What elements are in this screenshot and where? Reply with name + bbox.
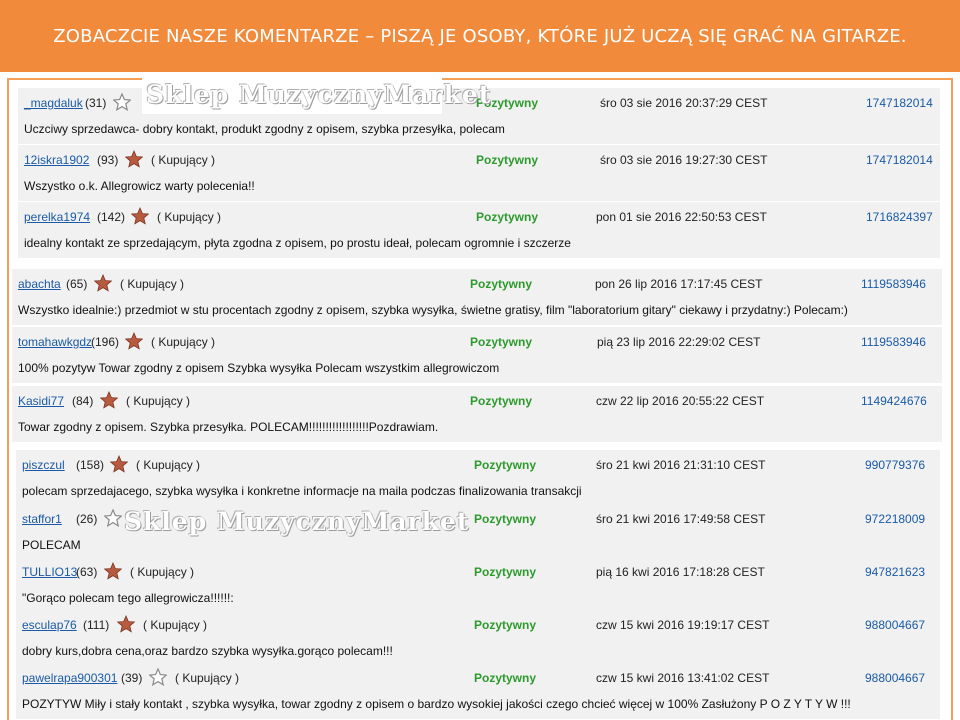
rating-status: Pozytywny	[470, 394, 533, 408]
comment-text: dobry kurs,dobra cena,oraz bardzo szybka wysyłka.gorąco polecam!!!	[22, 644, 393, 658]
user-nick-link[interactable]: pawelrapa900301	[22, 671, 118, 685]
transaction-id-link[interactable]: 1716824397	[866, 210, 933, 224]
rating-status: Pozytywny	[474, 618, 537, 632]
comment-row	[12, 386, 942, 442]
buyer-role-label: ( Kupujący )	[151, 335, 216, 349]
rating-count: (93)	[97, 153, 119, 167]
star-outline-icon	[113, 93, 131, 111]
user-nick-link[interactable]: abachta	[18, 277, 61, 291]
user-nick-link[interactable]: TULLIO13	[22, 565, 78, 579]
buyer-role-label: ( Kupujący )	[120, 277, 185, 291]
rating-count: (196)	[91, 335, 120, 349]
comment-row	[18, 145, 940, 201]
comment-text: Uczciwy sprzedawca- dobry kontakt, produkt zgodny z opisem, szybka przesyłka, polecam	[24, 122, 505, 136]
comment-text: POLECAM	[22, 538, 81, 552]
star-filled-icon	[117, 615, 135, 633]
rating-count: (111)	[83, 618, 110, 632]
comment-date: śro 03 sie 2016 19:27:30 CEST	[600, 153, 768, 167]
comment-date: pon 26 lip 2016 17:17:45 CEST	[595, 277, 763, 291]
comment-date: pią 23 lip 2016 22:29:02 CEST	[597, 335, 761, 349]
rating-count: (142)	[97, 210, 126, 224]
user-nick-link[interactable]: perelka1974	[24, 210, 91, 224]
transaction-id-link[interactable]: 947821623	[865, 565, 926, 579]
user-nick-link[interactable]: tomahawkgdz	[18, 335, 93, 349]
star-filled-icon	[131, 207, 149, 225]
rating-status: Pozytywny	[476, 210, 539, 224]
user-nick-link[interactable]: _magdaluk	[24, 96, 83, 110]
transaction-id-link[interactable]: 1747182014	[866, 153, 933, 167]
comment-row	[12, 269, 942, 325]
rating-status: Pozytywny	[476, 153, 539, 167]
rating-count: (63)	[76, 565, 98, 579]
comment-row	[12, 327, 942, 383]
buyer-role-label: ( Kupujący )	[151, 153, 216, 167]
buyer-role-label: ( Kupujący )	[157, 210, 222, 224]
transaction-id-link[interactable]: 1747182014	[866, 96, 933, 110]
star-filled-icon	[125, 332, 143, 350]
transaction-id-link[interactable]: 1119583946	[861, 277, 926, 291]
watermark-logo: Sklep MuzycznyMarket	[124, 507, 470, 536]
rating-count: (84)	[72, 394, 94, 408]
banner-title: ZOBACZCIE NASZE KOMENTARZE – PISZĄ JE OSOBY, KTÓRE JUŻ UCZĄ SIĘ GRAĆ NA GITARZE.	[53, 25, 907, 47]
rating-status: Pozytywny	[470, 277, 533, 291]
comment-text: Towar zgodny z opisem. Szybka przesyłka. POLECAM!!!!!!!!!!!!!!!!!!Pozdrawiam.	[18, 420, 439, 434]
comment-text: 100% pozytyw Towar zgodny z opisem Szybka wysyłka Polecam wszystkim allegrowiczom	[18, 361, 500, 375]
transaction-id-link[interactable]: 988004667	[865, 671, 926, 685]
comment-text: Wszystko idealnie:) przedmiot w stu procentach zgodny z opisem, szybka wysyłka, świetne gratisy, film "laboratorium gitary" ciekawy i przydatny:) Polecam:)	[18, 303, 848, 317]
comment-row	[18, 202, 940, 258]
comment-date: pon 01 sie 2016 22:50:53 CEST	[596, 210, 767, 224]
star-filled-icon	[104, 562, 122, 580]
user-nick-link[interactable]: piszczul	[22, 458, 65, 472]
buyer-role-label: ( Kupujący )	[143, 618, 208, 632]
transaction-id-link[interactable]: 990779376	[865, 458, 926, 472]
comment-row	[16, 610, 940, 666]
transaction-id-link[interactable]: 1119583946	[861, 335, 926, 349]
header-banner	[0, 0, 960, 72]
star-outline-icon	[149, 668, 167, 686]
comment-date: czw 22 lip 2016 20:55:22 CEST	[596, 394, 765, 408]
comment-text: "Gorąco polecam tego allegrowicza!!!!!!:	[22, 591, 234, 605]
comment-date: czw 15 kwi 2016 19:19:17 CEST	[596, 618, 770, 632]
comment-date: śro 03 sie 2016 20:37:29 CEST	[600, 96, 768, 110]
comment-row	[16, 557, 940, 613]
star-outline-icon	[104, 509, 122, 527]
rating-count: (65)	[66, 277, 88, 291]
star-filled-icon	[100, 391, 118, 409]
transaction-id-link[interactable]: 1149424676	[861, 394, 927, 408]
rating-count: (158)	[76, 458, 105, 472]
comment-date: czw 15 kwi 2016 13:41:02 CEST	[596, 671, 770, 685]
comment-date: śro 21 kwi 2016 21:31:10 CEST	[596, 458, 766, 472]
rating-status: Pozytywny	[474, 458, 537, 472]
user-nick-link[interactable]: staffor1	[22, 512, 62, 526]
buyer-role-label: ( Kupujący )	[126, 394, 191, 408]
rating-status: Pozytywny	[470, 335, 533, 349]
user-nick-link[interactable]: esculap76	[22, 618, 77, 632]
rating-status: Pozytywny	[476, 96, 539, 110]
comment-text: polecam sprzedajacego, szybka wysyłka i konkretne informacje na maila podczas finalizowania transakcji	[22, 484, 582, 498]
rating-count: (31)	[85, 96, 107, 110]
comment-text: POZYTYW Miły i stały kontakt , szybka wysyłka, towar zgodny z opisem o bardzo wysokiej jakości czego chcieć więcej w 100% Zasłużony P O Z Y T Y W !!!	[22, 697, 851, 711]
comment-text: idealny kontakt ze sprzedającym, płyta zgodna z opisem, po prostu ideał, polecam ogromnie i szczerze	[24, 236, 571, 250]
buyer-role-label: ( Kupujący )	[130, 565, 195, 579]
star-filled-icon	[110, 455, 128, 473]
comment-text: Wszystko o.k. Allegrowicz warty polecenia!!	[24, 179, 255, 193]
rating-count: (26)	[76, 512, 98, 526]
comment-row	[16, 663, 940, 719]
transaction-id-link[interactable]: 972218009	[865, 512, 926, 526]
user-nick-link[interactable]: 12iskra1902	[24, 153, 90, 167]
watermark-logo: Sklep MuzycznyMarket	[146, 80, 492, 109]
rating-count: (39)	[121, 671, 143, 685]
rating-status: Pozytywny	[474, 671, 537, 685]
buyer-role-label: ( Kupujący )	[136, 458, 201, 472]
user-nick-link[interactable]: Kasidi77	[18, 394, 65, 408]
rating-status: Pozytywny	[474, 565, 537, 579]
comment-date: śro 21 kwi 2016 17:49:58 CEST	[596, 512, 766, 526]
star-filled-icon	[94, 274, 112, 292]
comment-row	[16, 450, 940, 506]
rating-status: Pozytywny	[474, 512, 537, 526]
star-filled-icon	[125, 150, 143, 168]
transaction-id-link[interactable]: 988004667	[865, 618, 926, 632]
comment-date: pią 16 kwi 2016 17:18:28 CEST	[596, 565, 765, 579]
buyer-role-label: ( Kupujący )	[175, 671, 240, 685]
